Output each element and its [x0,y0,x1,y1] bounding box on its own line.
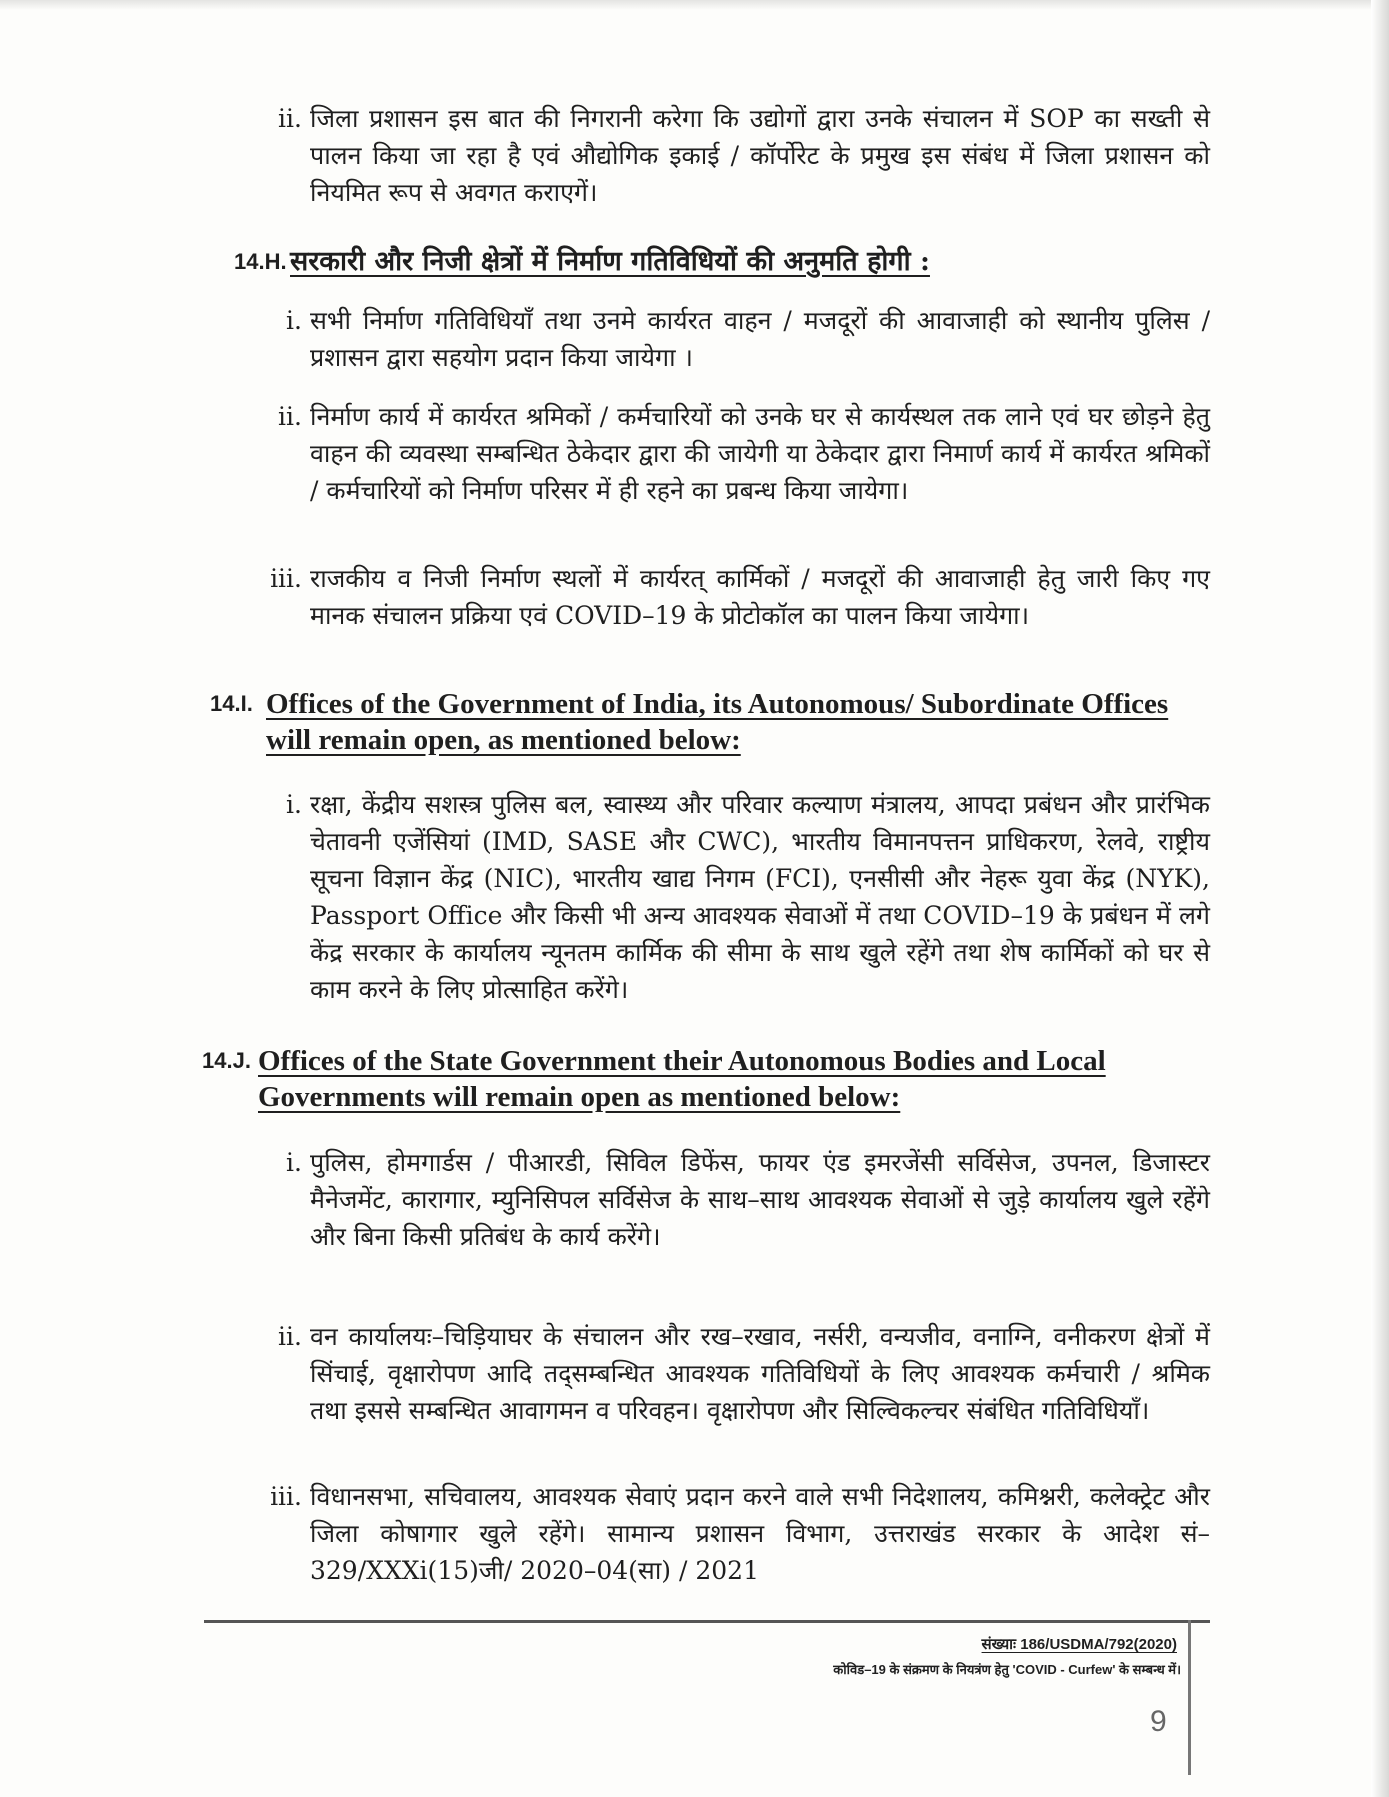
item-text: निर्माण कार्य में कार्यरत श्रमिकों / कर्मचारियों को उनके घर से कार्यस्थल तक लाने एवं घर छोड़ने हेतु वाहन की व्यवस्था सम्बन्धित ठेकेदार द्वारा की जायेगी या ठेकेदार द्वारा निमार्ण कार्य में कार्यरत श्रमिकों / कर्मचारियों को निर्माण परिसर में ही रहने का प्रबन्ध किया जायेगा। [310,402,1210,505]
list-item [270,1478,1210,1589]
section-heading-14i [210,686,1206,758]
item-text: वन कार्यालयः–चिड़ियाघर के संचालन और रख–रखाव, नर्सरी, वन्यजीव, वनाग्नि, वनीकरण क्षेत्रों में सिंचाई, वृक्षारोपण आदि तद्सम्बन्धित आवश्यक गतिविधियों के लिए आवश्यक कर्मचारी / श्रमिक तथा इससे सम्बन्धित आवागमन व परिवहन। वृक्षारोपण और सिल्विकल्चर संबंधित गतिविधियाँ। [310,1322,1210,1425]
item-text: विधानसभा, सचिवालय, आवश्यक सेवाएं प्रदान करने वाले सभी निदेशालय, कमिश्नरी, कलेक्ट्रेट और जिला कोषागार खुले रहेंगे। सामान्य प्रशासन विभाग, उत्तराखंड सरकार के आदेश सं–329/XXXi(15)जी/ 2020–04(सा) / 2021 [310,1482,1210,1585]
item-text: पुलिस, होमगार्डस / पीआरडी, सिविल डिफेंस, फायर एंड इमरजेंसी सर्विसेज, उपनल, डिजास्टर मैनेजमेंट, कारागार, म्युनिसिपल सर्विसेज के साथ–साथ आवश्यक सेवाओं से जुड़े कार्यालय खुले रहेंगे और बिना किसी प्रतिबंध के कार्य करेंगे। [310,1148,1210,1251]
list-item [270,560,1210,634]
section-heading-14j [202,1043,1188,1115]
item-text: जिला प्रशासन इस बात की निगरानी करेगा कि उद्योगों द्वारा उनके संचालन में SOP का सख्ती से पालन किया जा रहा है एवं औद्योगिक इकाई / कॉर्पोरेट के प्रमुख इस संबंध में जिला प्रशासन को नियमित रूप से अवगत कराएगें। [310,104,1210,207]
section-title: सरकारी और निजी क्षेत्रों में निर्माण गतिविधियों की अनुमति होगी : [290,246,930,277]
section-title: Offices of the State Government their Autonomous Bodies and Local Governments will remain open as mentioned below: [258,1045,1106,1113]
item-text: राजकीय व निजी निर्माण स्थलों में कार्यरत् कार्मिकों / मजदूरों की आवाजाही हेतु जारी किए गए मानक संचालन प्रक्रिया एवं COVID–19 के प्रोटोकॉल का पालन किया जायेगा। [310,564,1210,630]
section-number: 14.J. [202,1048,251,1073]
list-item [278,100,1210,211]
footer-divider [204,1620,1210,1623]
item-number: iii. [270,564,302,593]
list-item [286,1144,1210,1255]
section-number: 14.H. [234,249,287,274]
list-item [278,398,1210,509]
footer-vertical-divider [1188,1620,1191,1775]
footer-reference-number: संख्याः 186/USDMA/792(2020) [981,1636,1177,1653]
item-number: ii. [278,1322,302,1351]
item-number: i. [286,1148,302,1177]
item-text: सभी निर्माण गतिविधियाँ तथा उनमे कार्यरत वाहन / मजदूरों की आवाजाही को स्थानीय पुलिस / प्रशासन द्वारा सहयोग प्रदान किया जायेगा । [310,306,1210,372]
item-number: i. [286,306,302,335]
section-title: Offices of the Government of India, its Autonomous/ Subordinate Offices will remain open, as mentioned below: [266,688,1169,756]
section-heading-14h [234,244,930,280]
scan-edge-top [0,0,1389,10]
item-number: ii. [278,104,302,133]
item-number: iii. [270,1482,302,1511]
footer-subject: कोविड–19 के संक्रमण के नियत्रंण हेतु 'COVID - Curfew' के सम्बन्ध में। [833,1662,1181,1677]
list-item [286,786,1210,1008]
page-number: 9 [1150,1705,1167,1738]
item-number: i. [286,790,302,819]
list-item [278,1318,1210,1429]
scan-edge-right [1371,0,1389,1797]
item-number: ii. [278,402,302,431]
item-text: रक्षा, केंद्रीय सशस्त्र पुलिस बल, स्वास्थ्य और परिवार कल्याण मंत्रालय, आपदा प्रबंधन और प्रारंभिक चेतावनी एजेंसियां (IMD, SASE और CWC), भारतीय विमानपत्तन प्राधिकरण, रेलवे, राष्ट्रीय सूचना विज्ञान केंद्र (NIC), भारतीय खाद्य निगम (FCI), एनसीसी और नेहरू युवा केंद्र (NYK), Passport Office और किसी भी अन्य आवश्यक सेवाओं में तथा COVID–19 के प्रबंधन में लगे केंद्र सरकार के कार्यालय न्यूनतम कार्मिक की सीमा के साथ खुले रहेंगे तथा शेष कार्मिकों को घर से काम करने के लिए प्रोत्साहित करेंगे। [310,790,1210,1004]
section-number: 14.I. [210,691,253,716]
list-item [286,302,1210,376]
